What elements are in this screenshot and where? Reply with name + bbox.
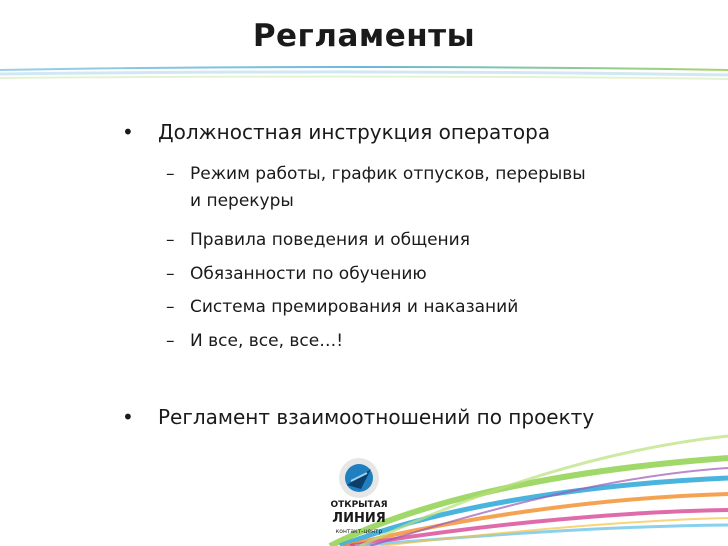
- logo-text: ЛИНИЯ: [332, 511, 386, 526]
- sub-bullet-line: и перекуры: [190, 191, 294, 211]
- bullet-dot: •: [122, 405, 134, 429]
- bullet-text: Должностная инструкция оператора: [158, 120, 551, 144]
- sub-bullet-dash: –: [166, 331, 175, 351]
- sub-bullet-text: Обязанности по обучению: [190, 264, 427, 284]
- bullet-text: Регламент взаимоотношений по проекту: [158, 405, 595, 429]
- sub-bullet-text: Правила поведения и общения: [190, 230, 470, 250]
- company-logo: [327, 455, 391, 546]
- logo-text: ОТКРЫТАЯ: [330, 500, 388, 510]
- sub-bullet-text: И все, все, все…!: [190, 331, 344, 351]
- sub-bullet-dash: –: [166, 164, 175, 184]
- logo-emblem-icon: [327, 455, 391, 501]
- sub-bullet-dash: –: [166, 230, 175, 250]
- sub-bullet-text: Система премирования и наказаний: [190, 297, 519, 317]
- sub-bullet-text: [190, 161, 650, 215]
- sub-bullet-dash: –: [166, 264, 175, 284]
- sub-bullet-line: Режим работы, график отпусков, перерывы: [190, 164, 586, 184]
- sub-bullet-dash: –: [166, 297, 175, 317]
- logo-subtext: контакт-центр: [335, 528, 383, 535]
- slide-title: Регламенты: [252, 18, 476, 54]
- bullet-dot: •: [122, 120, 134, 144]
